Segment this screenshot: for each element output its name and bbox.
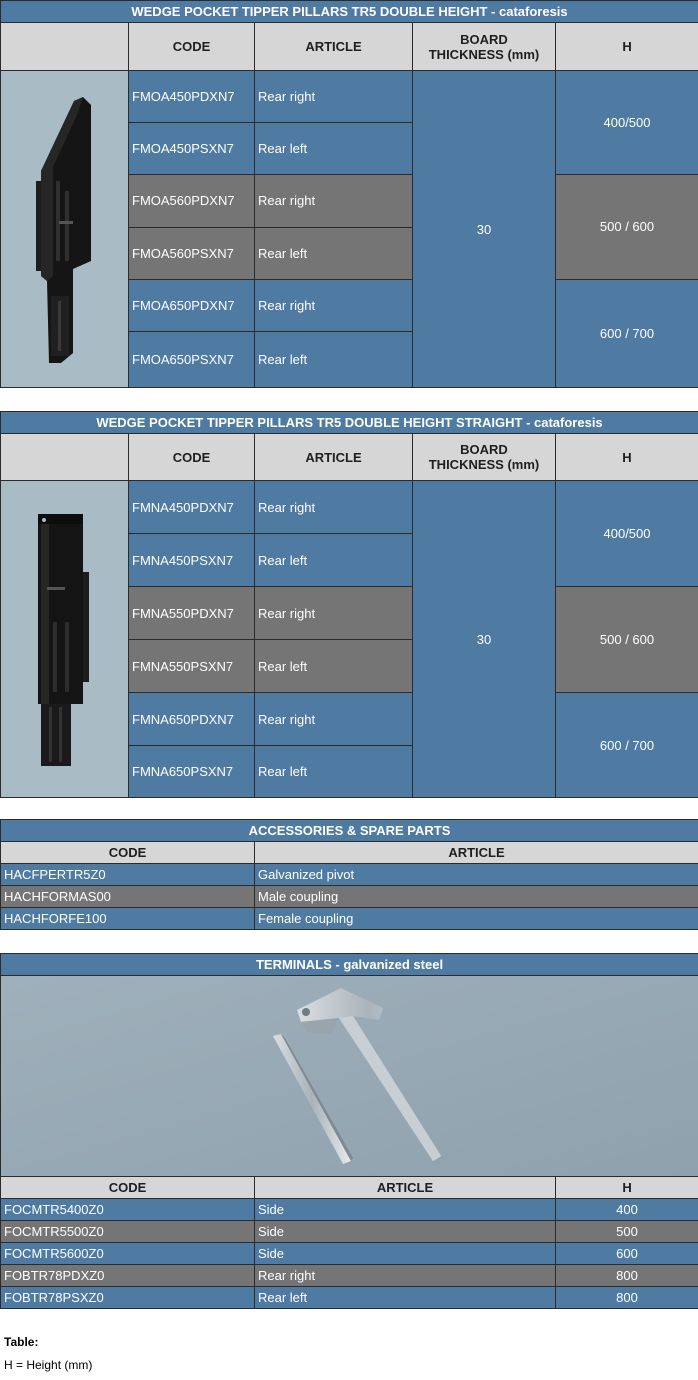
code-header: CODE xyxy=(1,1177,255,1199)
product-code: FMNA550PSXN7 xyxy=(129,640,255,693)
table-row xyxy=(1,1287,698,1309)
legend-heading: Table: xyxy=(4,1335,39,1349)
table-title: TERMINALS - galvanized steel xyxy=(1,954,698,976)
product-article: Rear right xyxy=(255,587,413,640)
code-header: CODE xyxy=(129,434,255,481)
product-code: FMNA650PSXN7 xyxy=(129,746,255,798)
table-title-row xyxy=(1,412,698,434)
terminals-image xyxy=(1,976,698,1176)
terminal-article: Side xyxy=(255,1199,556,1221)
header-row xyxy=(1,23,698,71)
table-row xyxy=(1,481,698,534)
product-code: FMOA560PDXN7 xyxy=(129,175,255,228)
product-article: Rear left xyxy=(255,534,413,587)
header-row xyxy=(1,842,698,864)
article-header: ARTICLE xyxy=(255,842,698,864)
pillars-table xyxy=(0,0,698,388)
table-row xyxy=(1,1243,698,1265)
code-header: CODE xyxy=(129,23,255,71)
product-code: FMNA650PDXN7 xyxy=(129,693,255,746)
terminals-table xyxy=(0,953,698,1309)
product-code: FMNA550PDXN7 xyxy=(129,587,255,640)
code-header: CODE xyxy=(1,842,255,864)
terminal-code: FOCMTR5600Z0 xyxy=(1,1243,255,1265)
table-row xyxy=(1,1199,698,1221)
product-article: Rear right xyxy=(255,481,413,534)
accessory-article: Female coupling xyxy=(255,908,698,930)
height-header: H xyxy=(556,434,698,481)
table-row xyxy=(1,1221,698,1243)
product-code: FMOA450PDXN7 xyxy=(129,71,255,123)
terminal-article: Rear left xyxy=(255,1287,556,1309)
height-value: 500 / 600 xyxy=(556,587,698,693)
height-header: H xyxy=(556,1177,698,1199)
product-code: FMOA650PDXN7 xyxy=(129,279,255,332)
height-value: 600 / 700 xyxy=(556,279,698,388)
table-title-row xyxy=(1,820,698,842)
board-thickness-header: BOARD THICKNESS (mm) xyxy=(413,23,556,71)
accessories-table xyxy=(0,819,698,930)
image-header xyxy=(1,23,129,71)
product-article: Rear left xyxy=(255,123,413,175)
table-row xyxy=(1,1265,698,1287)
product-article: Rear left xyxy=(255,640,413,693)
accessory-article: Galvanized pivot xyxy=(255,864,698,886)
terminal-code: FOBTR78PSXZ0 xyxy=(1,1287,255,1309)
table-row xyxy=(1,864,698,886)
pillar-angled-image xyxy=(1,71,128,387)
product-code: FMOA450PSXN7 xyxy=(129,123,255,175)
terminal-article: Side xyxy=(255,1221,556,1243)
product-article: Rear right xyxy=(255,279,413,332)
table-title: ACCESSORIES & SPARE PARTS xyxy=(1,820,698,842)
header-row xyxy=(1,1177,698,1199)
legend-text: H = Height (mm) xyxy=(4,1358,93,1372)
terminal-height: 600 xyxy=(556,1243,698,1265)
photo-row xyxy=(1,976,698,1177)
terminal-code: FOCMTR5400Z0 xyxy=(1,1199,255,1221)
table-row xyxy=(1,71,698,123)
accessory-code: HACFPERTR5Z0 xyxy=(1,864,255,886)
terminal-article: Rear right xyxy=(255,1265,556,1287)
article-header: ARTICLE xyxy=(255,1177,556,1199)
table-title-row xyxy=(1,1,698,23)
terminal-article: Side xyxy=(255,1243,556,1265)
pillar-image xyxy=(1,481,129,798)
terminal-height: 400 xyxy=(556,1199,698,1221)
board-thickness-value: 30 xyxy=(413,71,556,388)
product-article: Rear right xyxy=(255,175,413,228)
terminal-height: 800 xyxy=(556,1265,698,1287)
accessory-article: Male coupling xyxy=(255,886,698,908)
board-thickness-header: BOARD THICKNESS (mm) xyxy=(413,434,556,481)
product-article: Rear right xyxy=(255,693,413,746)
product-code: FMNA450PDXN7 xyxy=(129,481,255,534)
terminal-height: 500 xyxy=(556,1221,698,1243)
table-title: WEDGE POCKET TIPPER PILLARS TR5 DOUBLE HEIGHT STRAIGHT - cataforesis xyxy=(1,412,698,434)
height-header: H xyxy=(556,23,698,71)
accessory-code: HACHFORMAS00 xyxy=(1,886,255,908)
pillars-straight-table xyxy=(0,411,698,798)
height-value: 500 / 600 xyxy=(556,175,698,280)
terminal-code: FOBTR78PDXZ0 xyxy=(1,1265,255,1287)
table-title-row xyxy=(1,954,698,976)
article-header: ARTICLE xyxy=(255,434,413,481)
height-value: 600 / 700 xyxy=(556,693,698,798)
terminal-height: 800 xyxy=(556,1287,698,1309)
product-article: Rear left xyxy=(255,746,413,798)
table-row xyxy=(1,908,698,930)
product-code: FMNA450PSXN7 xyxy=(129,534,255,587)
table-title: WEDGE POCKET TIPPER PILLARS TR5 DOUBLE HEIGHT - cataforesis xyxy=(1,1,698,23)
product-code: FMOA650PSXN7 xyxy=(129,332,255,388)
terminals-photo xyxy=(1,976,698,1177)
board-thickness-value: 30 xyxy=(413,481,556,798)
header-row xyxy=(1,434,698,481)
product-article: Rear right xyxy=(255,71,413,123)
terminal-code: FOCMTR5500Z0 xyxy=(1,1221,255,1243)
pillar-straight-image xyxy=(1,482,128,796)
table-row xyxy=(1,886,698,908)
accessory-code: HACHFORFE100 xyxy=(1,908,255,930)
height-value: 400/500 xyxy=(556,71,698,175)
article-header: ARTICLE xyxy=(255,23,413,71)
product-code: FMOA560PSXN7 xyxy=(129,227,255,279)
product-article: Rear left xyxy=(255,332,413,388)
pillar-image xyxy=(1,71,129,388)
product-article: Rear left xyxy=(255,227,413,279)
image-header xyxy=(1,434,129,481)
height-value: 400/500 xyxy=(556,481,698,587)
